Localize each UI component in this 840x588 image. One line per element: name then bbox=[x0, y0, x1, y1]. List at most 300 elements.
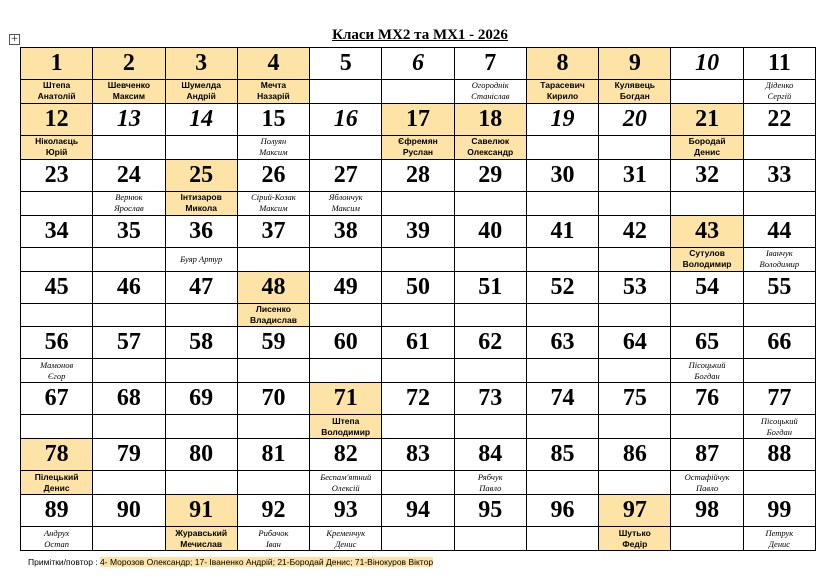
grid-cell[interactable] bbox=[238, 104, 310, 160]
grid-cell[interactable] bbox=[455, 160, 527, 216]
given-name: Єгор bbox=[47, 370, 66, 381]
given-name: Богдан bbox=[619, 91, 650, 102]
cell-number: 36 bbox=[189, 217, 214, 244]
cell-number: 35 bbox=[116, 217, 141, 244]
cell-name bbox=[166, 191, 237, 215]
grid-cell[interactable] bbox=[310, 160, 382, 216]
surname: Єфремян bbox=[398, 136, 438, 147]
grid-cell[interactable] bbox=[310, 439, 382, 495]
cell-number: 42 bbox=[622, 217, 647, 244]
grid-cell[interactable] bbox=[599, 383, 671, 439]
surname: Іванчук bbox=[765, 248, 793, 259]
cell-number: 18 bbox=[455, 104, 526, 135]
cell-number: 92 bbox=[261, 497, 286, 524]
grid-cell[interactable] bbox=[455, 104, 527, 160]
cell-name bbox=[238, 303, 309, 327]
cell-number: 89 bbox=[44, 497, 69, 524]
given-name: Микола bbox=[185, 203, 217, 214]
grid-cell[interactable] bbox=[599, 160, 671, 216]
grid-cell[interactable] bbox=[238, 383, 310, 439]
grid-cell[interactable] bbox=[455, 216, 527, 272]
grid-cell[interactable] bbox=[671, 216, 743, 272]
given-name: Максим bbox=[259, 147, 288, 158]
cell-number: 17 bbox=[382, 104, 453, 135]
grid-cell[interactable] bbox=[93, 160, 165, 216]
cell-number: 83 bbox=[405, 441, 430, 468]
grid-cell[interactable] bbox=[93, 48, 165, 104]
given-name: Мечислав bbox=[180, 538, 223, 549]
grid-cell[interactable] bbox=[599, 495, 671, 551]
cell-number: 72 bbox=[405, 385, 430, 412]
grid-cell[interactable] bbox=[527, 383, 599, 439]
grid-cell[interactable] bbox=[238, 327, 310, 383]
grid-cell[interactable] bbox=[238, 495, 310, 551]
cell-name bbox=[166, 414, 237, 438]
given-name: Володимир bbox=[682, 259, 732, 270]
grid-cell[interactable] bbox=[527, 48, 599, 104]
cell-number: 52 bbox=[550, 273, 575, 300]
cell-number: 60 bbox=[333, 329, 358, 356]
surname: Остафійчук bbox=[684, 471, 730, 482]
given-name: Денис bbox=[694, 147, 721, 158]
cell-name bbox=[310, 247, 381, 271]
given-name: Руслан bbox=[402, 147, 434, 158]
grid-cell[interactable] bbox=[166, 383, 238, 439]
grid-cell[interactable] bbox=[382, 104, 454, 160]
cell-name bbox=[599, 303, 670, 327]
grid-cell[interactable] bbox=[93, 216, 165, 272]
grid-cell[interactable] bbox=[382, 48, 454, 104]
cell-number: 79 bbox=[116, 441, 141, 468]
grid-cell[interactable] bbox=[527, 272, 599, 328]
cell-number: 65 bbox=[695, 329, 720, 356]
grid-cell[interactable] bbox=[166, 104, 238, 160]
cell-name bbox=[455, 191, 526, 215]
grid-cell[interactable] bbox=[238, 216, 310, 272]
grid-cell[interactable] bbox=[238, 48, 310, 104]
given-name: Павло bbox=[696, 482, 719, 493]
grid-cell[interactable] bbox=[166, 327, 238, 383]
given-name: Остап bbox=[44, 538, 69, 549]
cell-name bbox=[93, 526, 164, 550]
surname: Буяр Артур bbox=[180, 253, 223, 264]
grid-cell[interactable] bbox=[744, 160, 816, 216]
cell-name bbox=[455, 414, 526, 438]
cell-name bbox=[238, 414, 309, 438]
cell-name bbox=[93, 358, 164, 382]
cell-number: 19 bbox=[550, 105, 575, 132]
surname: Огороднік bbox=[471, 80, 509, 91]
cell-name bbox=[455, 135, 526, 159]
cell-number: 68 bbox=[116, 385, 141, 412]
surname: Савелюк bbox=[471, 136, 510, 147]
cell-name bbox=[238, 247, 309, 271]
cell-name bbox=[21, 135, 92, 159]
cell-number: 5 bbox=[339, 50, 352, 76]
grid-cell[interactable] bbox=[382, 272, 454, 328]
cell-name bbox=[310, 358, 381, 382]
cell-number: 56 bbox=[44, 329, 69, 356]
grid-cell[interactable] bbox=[310, 272, 382, 328]
cell-number: 78 bbox=[21, 439, 92, 470]
given-name: Андрій bbox=[186, 91, 216, 102]
grid-cell[interactable] bbox=[238, 272, 310, 328]
notes-text: 4- Морозов Олександр; 17- Іваненко Андрій; 21-Бородай Денис; 71-Вінокуров Віктор bbox=[100, 557, 434, 567]
cell-number: 3 bbox=[166, 48, 237, 79]
cell-name bbox=[671, 135, 742, 159]
cell-number: 61 bbox=[405, 329, 430, 356]
cell-number: 22 bbox=[767, 105, 792, 132]
grid-cell[interactable] bbox=[455, 495, 527, 551]
cell-name bbox=[21, 414, 92, 438]
cell-name bbox=[599, 358, 670, 382]
cell-name bbox=[599, 79, 670, 103]
cell-name bbox=[527, 526, 598, 550]
grid-cell[interactable] bbox=[21, 327, 93, 383]
cell-number: 51 bbox=[478, 273, 503, 300]
grid-cell[interactable] bbox=[93, 439, 165, 495]
cell-name bbox=[310, 414, 381, 438]
cell-name bbox=[166, 470, 237, 494]
cell-number: 55 bbox=[767, 273, 792, 300]
cell-name bbox=[455, 526, 526, 550]
given-name: Володимир bbox=[759, 259, 800, 270]
cell-number: 7 bbox=[484, 50, 497, 76]
grid-cell[interactable] bbox=[93, 383, 165, 439]
cell-number: 6 bbox=[411, 50, 424, 76]
given-name: Олександр bbox=[467, 147, 514, 158]
grid-cell[interactable] bbox=[310, 327, 382, 383]
surname: Яблончук bbox=[328, 192, 363, 203]
cell-number: 41 bbox=[550, 217, 575, 244]
grid-cell[interactable] bbox=[527, 439, 599, 495]
cell-number: 82 bbox=[333, 441, 358, 468]
grid-cell[interactable] bbox=[166, 439, 238, 495]
grid-cell[interactable] bbox=[382, 439, 454, 495]
cell-name bbox=[382, 303, 453, 327]
cell-name bbox=[310, 470, 381, 494]
cell-number: 21 bbox=[671, 104, 742, 135]
grid-cell[interactable] bbox=[599, 48, 671, 104]
cell-number: 8 bbox=[527, 48, 598, 79]
cell-number: 84 bbox=[478, 441, 503, 468]
cell-number: 71 bbox=[310, 383, 381, 414]
cell-number: 63 bbox=[550, 329, 575, 356]
grid-cell[interactable] bbox=[455, 48, 527, 104]
grid-cell[interactable] bbox=[238, 439, 310, 495]
grid-cell[interactable] bbox=[599, 216, 671, 272]
cell-name bbox=[93, 470, 164, 494]
grid-cell[interactable] bbox=[455, 272, 527, 328]
cell-number: 47 bbox=[189, 273, 214, 300]
given-name: Денис bbox=[335, 538, 357, 549]
cell-name bbox=[599, 526, 670, 550]
cell-name bbox=[166, 79, 237, 103]
grid-cell[interactable] bbox=[744, 104, 816, 160]
cell-number: 95 bbox=[478, 497, 503, 524]
grid-cell[interactable] bbox=[527, 216, 599, 272]
cell-name bbox=[310, 191, 381, 215]
grid-cell[interactable] bbox=[455, 439, 527, 495]
cell-number: 94 bbox=[405, 497, 430, 524]
grid-cell[interactable] bbox=[671, 104, 743, 160]
grid-cell[interactable] bbox=[744, 272, 816, 328]
grid-cell[interactable] bbox=[382, 216, 454, 272]
grid-cell[interactable] bbox=[166, 160, 238, 216]
cell-name bbox=[21, 79, 92, 103]
cell-name bbox=[238, 135, 309, 159]
cell-number: 88 bbox=[767, 441, 792, 468]
grid-cell[interactable] bbox=[455, 327, 527, 383]
cell-number: 86 bbox=[622, 441, 647, 468]
cell-number: 20 bbox=[622, 105, 647, 132]
cell-name bbox=[527, 191, 598, 215]
surname: Вернюк bbox=[115, 192, 143, 203]
given-name: Володимир bbox=[321, 426, 371, 437]
surname: Пілецький bbox=[34, 471, 79, 482]
footer-notes bbox=[28, 557, 433, 567]
cell-number: 23 bbox=[44, 161, 69, 188]
grid-cell[interactable] bbox=[744, 495, 816, 551]
cell-number: 49 bbox=[333, 273, 358, 300]
cell-number: 62 bbox=[478, 329, 503, 356]
cell-name bbox=[93, 414, 164, 438]
grid-cell[interactable] bbox=[21, 272, 93, 328]
cell-number: 38 bbox=[333, 217, 358, 244]
grid-cell[interactable] bbox=[671, 272, 743, 328]
cell-name bbox=[238, 526, 309, 550]
class-number-grid bbox=[20, 47, 816, 551]
cell-name bbox=[599, 247, 670, 271]
grid-cell[interactable] bbox=[382, 160, 454, 216]
cell-name bbox=[527, 79, 598, 103]
cell-name bbox=[21, 191, 92, 215]
cell-name bbox=[21, 470, 92, 494]
grid-cell[interactable] bbox=[166, 495, 238, 551]
grid-cell[interactable] bbox=[166, 48, 238, 104]
cell-name bbox=[671, 526, 742, 550]
cell-name bbox=[93, 79, 164, 103]
grid-cell[interactable] bbox=[310, 383, 382, 439]
given-name: Денис bbox=[43, 482, 70, 493]
surname: Журавський bbox=[175, 527, 228, 538]
grid-cell[interactable] bbox=[310, 104, 382, 160]
cell-number: 93 bbox=[333, 497, 358, 524]
cell-number: 90 bbox=[116, 497, 141, 524]
grid-cell[interactable] bbox=[527, 327, 599, 383]
cell-number: 40 bbox=[478, 217, 503, 244]
cell-number: 96 bbox=[550, 497, 575, 524]
cell-name bbox=[744, 358, 815, 382]
grid-cell[interactable] bbox=[21, 216, 93, 272]
given-name: Павло bbox=[479, 482, 502, 493]
grid-cell[interactable] bbox=[21, 160, 93, 216]
grid-cell[interactable] bbox=[21, 439, 93, 495]
cell-number: 57 bbox=[116, 329, 141, 356]
cell-name bbox=[455, 303, 526, 327]
grid-cell[interactable] bbox=[382, 495, 454, 551]
surname: Сутулов bbox=[689, 248, 725, 259]
grid-cell[interactable] bbox=[21, 383, 93, 439]
grid-cell[interactable] bbox=[744, 216, 816, 272]
grid-cell[interactable] bbox=[93, 327, 165, 383]
cell-name bbox=[599, 135, 670, 159]
cell-number: 39 bbox=[405, 217, 430, 244]
cell-number: 27 bbox=[333, 161, 358, 188]
grid-cell[interactable] bbox=[382, 383, 454, 439]
cell-name bbox=[166, 358, 237, 382]
surname: Кременчук bbox=[326, 527, 366, 538]
cell-name bbox=[671, 414, 742, 438]
cell-number: 54 bbox=[695, 273, 720, 300]
grid-cell[interactable] bbox=[671, 383, 743, 439]
cell-number: 73 bbox=[478, 385, 503, 412]
surname: Ніколаєць bbox=[35, 136, 79, 147]
cell-number: 59 bbox=[261, 329, 286, 356]
cell-name bbox=[599, 414, 670, 438]
grid-cell[interactable] bbox=[744, 327, 816, 383]
cell-name bbox=[671, 247, 742, 271]
cell-number: 53 bbox=[622, 273, 647, 300]
grid-cell[interactable] bbox=[93, 272, 165, 328]
cell-number: 70 bbox=[261, 385, 286, 412]
given-name: Юрій bbox=[45, 147, 68, 158]
cell-name bbox=[93, 247, 164, 271]
grid-cell[interactable] bbox=[166, 216, 238, 272]
grid-cell[interactable] bbox=[21, 495, 93, 551]
cell-number: 26 bbox=[261, 161, 286, 188]
cell-name bbox=[527, 135, 598, 159]
cell-number: 9 bbox=[599, 48, 670, 79]
cell-name bbox=[744, 79, 815, 103]
cell-number: 2 bbox=[93, 48, 164, 79]
grid-cell[interactable] bbox=[671, 48, 743, 104]
cell-name bbox=[21, 526, 92, 550]
cell-number: 10 bbox=[695, 50, 720, 76]
cell-name bbox=[166, 303, 237, 327]
cell-name bbox=[455, 247, 526, 271]
cell-name bbox=[744, 191, 815, 215]
grid-cell[interactable] bbox=[21, 104, 93, 160]
given-name: Федір bbox=[622, 538, 648, 549]
notes-label: Примітки/повтор : bbox=[28, 557, 101, 567]
cell-number: 14 bbox=[189, 105, 214, 132]
cell-number: 97 bbox=[599, 495, 670, 526]
grid-cell[interactable] bbox=[21, 48, 93, 104]
cell-number: 81 bbox=[261, 441, 286, 468]
cell-number: 50 bbox=[405, 273, 430, 300]
given-name: Іван bbox=[265, 538, 281, 549]
cell-number: 33 bbox=[767, 161, 792, 188]
cell-number: 44 bbox=[767, 217, 792, 244]
cell-name bbox=[238, 470, 309, 494]
cell-name bbox=[671, 358, 742, 382]
cell-number: 80 bbox=[189, 441, 214, 468]
given-name: Максим bbox=[259, 203, 288, 214]
given-name: Максим bbox=[331, 203, 360, 214]
cell-number: 46 bbox=[116, 273, 141, 300]
grid-cell[interactable] bbox=[671, 495, 743, 551]
grid-cell[interactable] bbox=[671, 327, 743, 383]
grid-cell[interactable] bbox=[744, 383, 816, 439]
cell-name bbox=[671, 79, 742, 103]
grid-cell[interactable] bbox=[93, 104, 165, 160]
surname: Рибачок bbox=[258, 527, 289, 538]
grid-cell[interactable] bbox=[671, 439, 743, 495]
grid-cell[interactable] bbox=[599, 272, 671, 328]
cell-name bbox=[382, 358, 453, 382]
grid-cell[interactable] bbox=[166, 272, 238, 328]
cell-number: 58 bbox=[189, 329, 214, 356]
cell-number: 12 bbox=[21, 104, 92, 135]
cell-name bbox=[527, 470, 598, 494]
cell-name bbox=[382, 470, 453, 494]
grid-cell[interactable] bbox=[527, 104, 599, 160]
grid-cell[interactable] bbox=[744, 439, 816, 495]
given-name: Анатолій bbox=[37, 91, 76, 102]
cell-number: 48 bbox=[238, 272, 309, 303]
cell-name bbox=[527, 358, 598, 382]
cell-number: 37 bbox=[261, 217, 286, 244]
cell-name bbox=[455, 79, 526, 103]
cell-name bbox=[382, 79, 453, 103]
given-name: Олексій bbox=[331, 482, 360, 493]
page-title: Класи МХ2 та МХ1 - 2026 bbox=[332, 27, 508, 43]
grid-cell[interactable] bbox=[599, 327, 671, 383]
grid-cell[interactable] bbox=[599, 439, 671, 495]
cell-number: 77 bbox=[767, 385, 792, 412]
grid-cell[interactable] bbox=[744, 48, 816, 104]
cell-name bbox=[382, 414, 453, 438]
cell-number: 66 bbox=[767, 329, 792, 356]
cell-name bbox=[744, 135, 815, 159]
grid-cell[interactable] bbox=[238, 160, 310, 216]
cell-number: 74 bbox=[550, 385, 575, 412]
grid-cell[interactable] bbox=[599, 104, 671, 160]
grid-cell[interactable] bbox=[310, 48, 382, 104]
grid-cell[interactable] bbox=[310, 495, 382, 551]
surname: Мечта bbox=[260, 80, 287, 91]
cell-number: 1 bbox=[21, 48, 92, 79]
cell-number: 30 bbox=[550, 161, 575, 188]
cell-name bbox=[744, 414, 815, 438]
grid-cell[interactable] bbox=[455, 383, 527, 439]
grid-cell[interactable] bbox=[310, 216, 382, 272]
surname: Петрук bbox=[765, 527, 794, 538]
cell-name bbox=[93, 191, 164, 215]
table-move-handle-icon[interactable]: + bbox=[10, 34, 19, 44]
grid-cell[interactable] bbox=[671, 160, 743, 216]
cell-number: 34 bbox=[44, 217, 69, 244]
cell-name bbox=[382, 247, 453, 271]
cell-name bbox=[238, 358, 309, 382]
cell-name bbox=[238, 191, 309, 215]
cell-number: 13 bbox=[116, 105, 141, 132]
cell-name bbox=[310, 135, 381, 159]
grid-cell[interactable] bbox=[527, 495, 599, 551]
cell-name bbox=[93, 135, 164, 159]
surname: Мамонов bbox=[40, 359, 74, 370]
cell-number: 91 bbox=[166, 495, 237, 526]
cell-name bbox=[166, 135, 237, 159]
grid-cell[interactable] bbox=[93, 495, 165, 551]
cell-name bbox=[527, 247, 598, 271]
cell-name bbox=[382, 135, 453, 159]
cell-name bbox=[382, 191, 453, 215]
grid-cell[interactable] bbox=[527, 160, 599, 216]
grid-cell[interactable] bbox=[382, 327, 454, 383]
cell-name bbox=[599, 191, 670, 215]
